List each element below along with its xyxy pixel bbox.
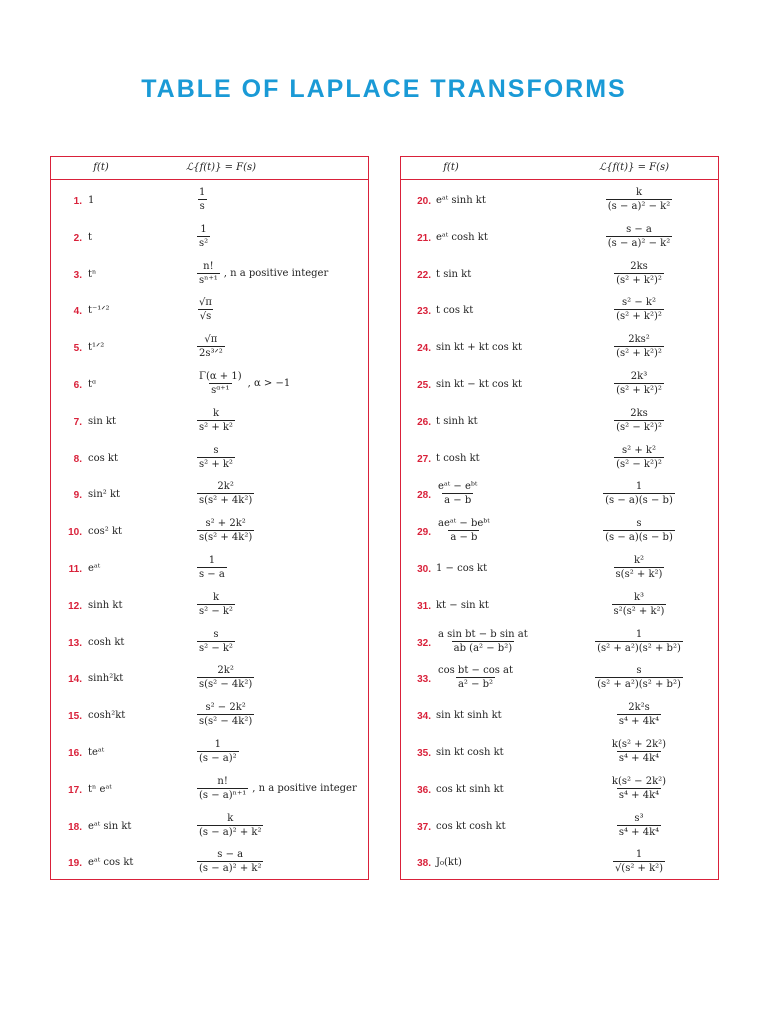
transform-Fs (197, 186, 207, 213)
row-number: 29. (417, 527, 431, 539)
denominator: √s (199, 311, 212, 323)
Fs-fraction (197, 444, 235, 471)
page-title: TABLE OF LAPLACE TRANSFORMS (141, 75, 627, 103)
denominator: s (199, 201, 205, 212)
numerator: k (212, 591, 219, 603)
transform-Fs (589, 664, 689, 691)
function-ft: cos kt sinh kt (436, 783, 504, 795)
numerator: 1 (208, 555, 216, 566)
denominator: (s − a)² + k² (199, 826, 262, 838)
function-ft: t cos kt (436, 305, 474, 317)
table-row (401, 368, 718, 404)
numerator: 2ks (630, 260, 648, 272)
numerator: k³ (633, 591, 645, 603)
Fs-fraction (617, 701, 661, 728)
header-ft: f(t) (443, 162, 459, 173)
row-number: 3. (73, 269, 82, 281)
row-number: 14. (68, 674, 82, 686)
row-number: 19. (68, 858, 82, 870)
Fs-fraction (197, 223, 210, 250)
table-row (401, 773, 718, 809)
function-ft (436, 664, 515, 691)
transform-Fs (589, 554, 689, 581)
function-ft: sin kt + kt cos kt (436, 342, 523, 354)
Fs-fraction (197, 554, 227, 581)
transform-Fs (197, 738, 239, 765)
row-number: 28. (417, 490, 431, 502)
transform-Fs (589, 738, 689, 765)
table-row (51, 589, 368, 625)
denominator: s² (199, 237, 209, 249)
transform-Fs (589, 480, 689, 507)
Fs-fraction (197, 848, 263, 875)
table-row (401, 810, 718, 846)
Fs-fraction (197, 591, 235, 618)
numerator: s (636, 518, 642, 530)
numerator: Γ(α + 1) (199, 371, 242, 382)
table-row (51, 368, 368, 404)
denominator: 2s³ᐟ² (199, 348, 223, 360)
table-row (51, 773, 368, 809)
Fs-fraction (197, 186, 207, 213)
numerator: 2k² (217, 481, 234, 493)
transform-Fs (197, 517, 254, 544)
denominator: (s − a)² − k² (607, 201, 671, 212)
numerator: 2k³ (630, 371, 648, 382)
numerator: 2k²s (628, 702, 650, 714)
denominator: (s² + k²)² (616, 274, 662, 286)
denominator: (s − a)² − k² (607, 237, 671, 249)
row-number: 8. (73, 453, 82, 465)
table-row (51, 626, 368, 662)
function-ft: eᵃᵗ cos kt (88, 857, 134, 869)
denominator: s² + k² (199, 458, 233, 470)
denominator: (s − a)(s − b) (605, 532, 673, 544)
transform-Fs (197, 333, 225, 360)
Fs-fraction (197, 407, 235, 434)
numerator: √π (204, 334, 218, 346)
ft-fraction (436, 517, 492, 544)
Fs-fraction (197, 701, 254, 728)
numerator: k (227, 812, 234, 824)
table-header (401, 157, 718, 180)
function-ft: t sinh kt (436, 415, 478, 427)
numerator: s − a (626, 223, 652, 235)
numerator: 1 (199, 187, 206, 198)
function-ft: sinh kt (88, 599, 123, 611)
Fs-fraction (197, 370, 244, 397)
Fs-fraction (614, 370, 664, 397)
numerator: s² − k² (622, 297, 656, 309)
numerator: s − a (217, 849, 244, 861)
left-table (50, 156, 369, 880)
transform-Fs (589, 848, 689, 875)
Fs-fraction (606, 186, 672, 213)
function-ft: J₀(kt) (436, 857, 462, 869)
row-number: 36. (417, 784, 431, 796)
numerator: a sin bt − b sin at (438, 628, 528, 640)
transform-Fs (197, 407, 235, 434)
function-ft: cos² kt (88, 526, 123, 538)
row-number: 30. (417, 564, 431, 575)
function-ft: sin² kt (88, 489, 121, 501)
numerator: k (212, 407, 219, 419)
row-number: 5. (73, 343, 82, 355)
numerator: s² + k² (622, 444, 656, 456)
numerator: n! (203, 260, 214, 272)
table-row (401, 515, 718, 551)
table-row (51, 478, 368, 514)
table-row (401, 405, 718, 441)
function-ft: t cosh kt (436, 452, 480, 464)
function-ft: tⁿ eᵃᵗ (88, 783, 112, 795)
table-row (51, 662, 368, 698)
transform-Fs (197, 223, 210, 250)
Fs-fraction (614, 444, 664, 471)
transform-Fs (197, 591, 235, 618)
function-ft: sin kt cosh kt (436, 747, 504, 758)
header-ft: f(t) (93, 162, 109, 173)
row-number: 21. (417, 232, 431, 244)
function-ft: kt − sin kt (436, 599, 489, 611)
table-row (51, 221, 368, 257)
Fs-fraction (610, 775, 668, 802)
table-row (51, 331, 368, 367)
function-ft: sin kt − kt cos kt (436, 379, 523, 390)
condition-note: , n a positive integer (252, 782, 357, 794)
denominator: sⁿ⁺¹ (199, 274, 218, 286)
transform-Fs (197, 848, 263, 875)
transform-Fs (197, 775, 357, 802)
table-row (51, 515, 368, 551)
Fs-fraction (603, 480, 675, 507)
Fs-fraction (614, 296, 664, 323)
transform-Fs (589, 517, 689, 544)
numerator: k(s² − 2k²) (611, 775, 667, 787)
table-row (401, 589, 718, 625)
table-row (51, 552, 368, 588)
transform-Fs (197, 370, 290, 397)
table-row (401, 699, 718, 735)
transform-Fs (589, 701, 689, 728)
table-row (401, 736, 718, 772)
function-ft: t (88, 231, 93, 243)
row-number: 34. (417, 711, 431, 723)
denominator: s(s² − 4k²) (199, 679, 253, 691)
denominator: (s² − k²)² (616, 421, 662, 433)
denominator: s² − k² (199, 642, 233, 654)
row-number: 6. (73, 380, 82, 391)
numerator: s³ (634, 812, 644, 824)
Fs-fraction (610, 738, 668, 765)
table-row (51, 258, 368, 294)
condition-note: , n a positive integer (223, 267, 329, 279)
denominator: (s − a)(s − b) (605, 495, 673, 507)
transform-Fs (197, 664, 254, 691)
Fs-fraction (603, 517, 675, 544)
row-number: 18. (68, 821, 82, 833)
row-number: 32. (417, 637, 431, 649)
transform-Fs (589, 407, 689, 434)
table-row (401, 626, 718, 662)
denominator: (s² + a²)(s² + b²) (597, 679, 681, 691)
table-row (51, 442, 368, 478)
denominator: a − b (450, 532, 478, 544)
numerator: 1 (200, 223, 207, 235)
row-number: 17. (68, 784, 82, 796)
numerator: cos bt − cos at (438, 665, 513, 677)
table-row (51, 294, 368, 330)
Fs-fraction (606, 223, 672, 250)
transform-Fs (589, 296, 689, 323)
function-ft: cosh kt (88, 636, 125, 648)
function-ft (436, 628, 530, 655)
transform-Fs (197, 444, 235, 471)
function-ft: cosh²kt (88, 710, 126, 722)
function-ft: t¹ᐟ² (88, 342, 105, 354)
row-number: 15. (68, 711, 82, 723)
row-number: 37. (417, 821, 431, 833)
transform-Fs (589, 223, 689, 250)
transform-Fs (589, 370, 689, 397)
function-ft: cos kt (88, 452, 119, 464)
table-row (401, 442, 718, 478)
function-ft: 1 (88, 195, 95, 206)
function-ft: eᵃᵗ sinh kt (436, 195, 486, 206)
Fs-fraction (595, 664, 683, 691)
row-number: 35. (417, 748, 431, 759)
row-number: 26. (417, 416, 431, 428)
Fs-fraction (197, 260, 220, 287)
numerator: s (636, 665, 642, 677)
table-row (401, 294, 718, 330)
numerator: eᵃᵗ − eᵇᵗ (438, 481, 478, 493)
function-ft: tⁿ (88, 268, 97, 280)
table-row (401, 478, 718, 514)
Fs-fraction (614, 333, 664, 360)
function-ft: 1 − cos kt (436, 563, 488, 574)
transform-Fs (589, 444, 689, 471)
numerator: s (213, 444, 219, 456)
function-ft: t⁻¹ᐟ² (88, 305, 110, 317)
denominator: (s² + a²)(s² + b²) (597, 642, 681, 654)
row-number: 13. (68, 637, 82, 649)
row-number: 11. (68, 564, 82, 575)
row-number: 1. (73, 196, 82, 207)
denominator: (s − a)² + k² (199, 863, 262, 875)
numerator: s² − 2k² (205, 702, 246, 714)
denominator: (s − a)ⁿ⁺¹ (199, 789, 247, 801)
denominator: s⁴ + 4k⁴ (618, 716, 660, 728)
ft-fraction (436, 628, 530, 655)
row-number: 4. (73, 306, 82, 318)
numerator: s² + 2k² (205, 518, 246, 530)
transform-Fs (589, 628, 689, 655)
ft-fraction (436, 664, 515, 691)
Fs-fraction (197, 738, 239, 765)
Fs-fraction (595, 628, 683, 655)
row-number: 16. (68, 748, 82, 759)
table-row (51, 405, 368, 441)
denominator: s²(s² + k²) (613, 605, 665, 617)
header-Fs: ℒ{f(t)} = F(s) (599, 162, 670, 173)
table-header (51, 157, 368, 180)
Fs-fraction (614, 554, 665, 581)
denominator: (s² + k²)² (616, 311, 662, 323)
denominator: s⁴ + 4k⁴ (618, 789, 660, 801)
row-number: 31. (417, 600, 431, 612)
row-number: 9. (73, 490, 82, 502)
table-row (401, 258, 718, 294)
table-row (401, 552, 718, 588)
table-row (51, 184, 368, 220)
numerator: 2ks (630, 407, 648, 419)
numerator: aeᵃᵗ − beᵇᵗ (438, 518, 490, 530)
numerator: 2ks² (628, 334, 650, 346)
transform-Fs (589, 260, 689, 287)
Fs-fraction (617, 812, 661, 839)
table-row (51, 699, 368, 735)
denominator: s² + k² (199, 421, 233, 433)
function-ft: sinh²kt (88, 673, 124, 685)
condition-note: , α > −1 (247, 378, 291, 389)
transform-Fs (197, 480, 254, 507)
denominator: ab (a² − b²) (453, 642, 513, 654)
Fs-fraction (197, 333, 225, 360)
row-number: 23. (417, 306, 431, 318)
transform-Fs (197, 554, 227, 581)
Fs-fraction (197, 775, 248, 802)
numerator: s (213, 628, 219, 640)
row-number: 27. (417, 453, 431, 465)
denominator: s² − k² (199, 605, 233, 617)
Fs-fraction (197, 296, 214, 323)
denominator: s(s² − 4k²) (199, 716, 253, 728)
row-number: 2. (73, 232, 82, 244)
table-row (401, 662, 718, 698)
denominator: (s − a)² (199, 753, 237, 764)
row-number: 20. (417, 196, 431, 207)
function-ft: teᵃᵗ (88, 747, 105, 758)
numerator: 2k² (217, 665, 234, 677)
transform-Fs (589, 333, 689, 360)
denominator: s⁴ + 4k⁴ (618, 826, 660, 838)
denominator: a² − b² (457, 679, 494, 691)
function-ft: t sin kt (436, 268, 472, 280)
transform-Fs (197, 701, 254, 728)
transform-Fs (589, 775, 689, 802)
denominator: sᵅ⁺¹ (211, 385, 230, 396)
Fs-fraction (614, 260, 664, 287)
function-ft: cos kt cosh kt (436, 820, 506, 832)
Fs-fraction (197, 812, 263, 839)
denominator: (s² + k²)² (616, 385, 662, 396)
denominator: (s² + k²)² (616, 348, 662, 360)
row-number: 24. (417, 343, 431, 355)
denominator: s⁴ + 4k⁴ (618, 753, 660, 764)
Fs-fraction (197, 517, 254, 544)
transform-Fs (589, 186, 689, 213)
row-number: 25. (417, 380, 431, 391)
table-row (401, 846, 718, 882)
Fs-fraction (613, 848, 665, 875)
function-ft (436, 517, 492, 544)
row-number: 7. (73, 416, 82, 428)
numerator: 1 (635, 628, 643, 640)
transform-Fs (589, 591, 689, 618)
function-ft (436, 480, 479, 507)
function-ft: sin kt sinh kt (436, 710, 502, 722)
right-table (400, 156, 719, 880)
denominator: (s² − k²)² (616, 458, 662, 470)
function-ft: tᵅ (88, 379, 97, 390)
table-row (401, 331, 718, 367)
row-number: 10. (68, 527, 82, 539)
row-number: 12. (68, 600, 82, 612)
table-row (51, 846, 368, 882)
Fs-fraction (612, 591, 667, 618)
denominator: s(s² + 4k²) (199, 532, 253, 544)
numerator: 1 (635, 481, 643, 493)
denominator: √(s² + k²) (614, 863, 664, 875)
function-ft: eᵃᵗ (88, 563, 101, 574)
function-ft: eᵃᵗ sin kt (88, 820, 132, 832)
table-row (51, 736, 368, 772)
function-ft: eᵃᵗ cosh kt (436, 231, 488, 243)
transform-Fs (589, 812, 689, 839)
table-row (401, 184, 718, 220)
row-number: 33. (417, 674, 431, 686)
numerator: k (635, 187, 643, 198)
table-row (401, 221, 718, 257)
Fs-fraction (197, 664, 254, 691)
transform-Fs (197, 812, 263, 839)
Fs-fraction (197, 628, 235, 655)
denominator: s − a (199, 569, 225, 580)
denominator: s(s² + 4k²) (199, 495, 253, 507)
numerator: 1 (214, 739, 222, 750)
row-number: 22. (417, 269, 431, 281)
numerator: k² (633, 555, 645, 566)
numerator: √π (199, 297, 212, 309)
table-row (51, 810, 368, 846)
transform-Fs (197, 260, 328, 287)
numerator: n! (217, 775, 228, 787)
function-ft: sin kt (88, 415, 117, 427)
transform-Fs (197, 296, 214, 323)
row-number: 38. (417, 858, 431, 870)
Fs-fraction (614, 407, 664, 434)
Fs-fraction (197, 480, 254, 507)
numerator: 1 (635, 849, 643, 861)
denominator: a − b (444, 495, 472, 507)
numerator: k(s² + 2k²) (611, 739, 667, 750)
header-Fs: ℒ{f(t)} = F(s) (186, 162, 257, 173)
ft-fraction (436, 480, 479, 507)
denominator: s(s² + k²) (615, 569, 663, 580)
transform-Fs (197, 628, 235, 655)
